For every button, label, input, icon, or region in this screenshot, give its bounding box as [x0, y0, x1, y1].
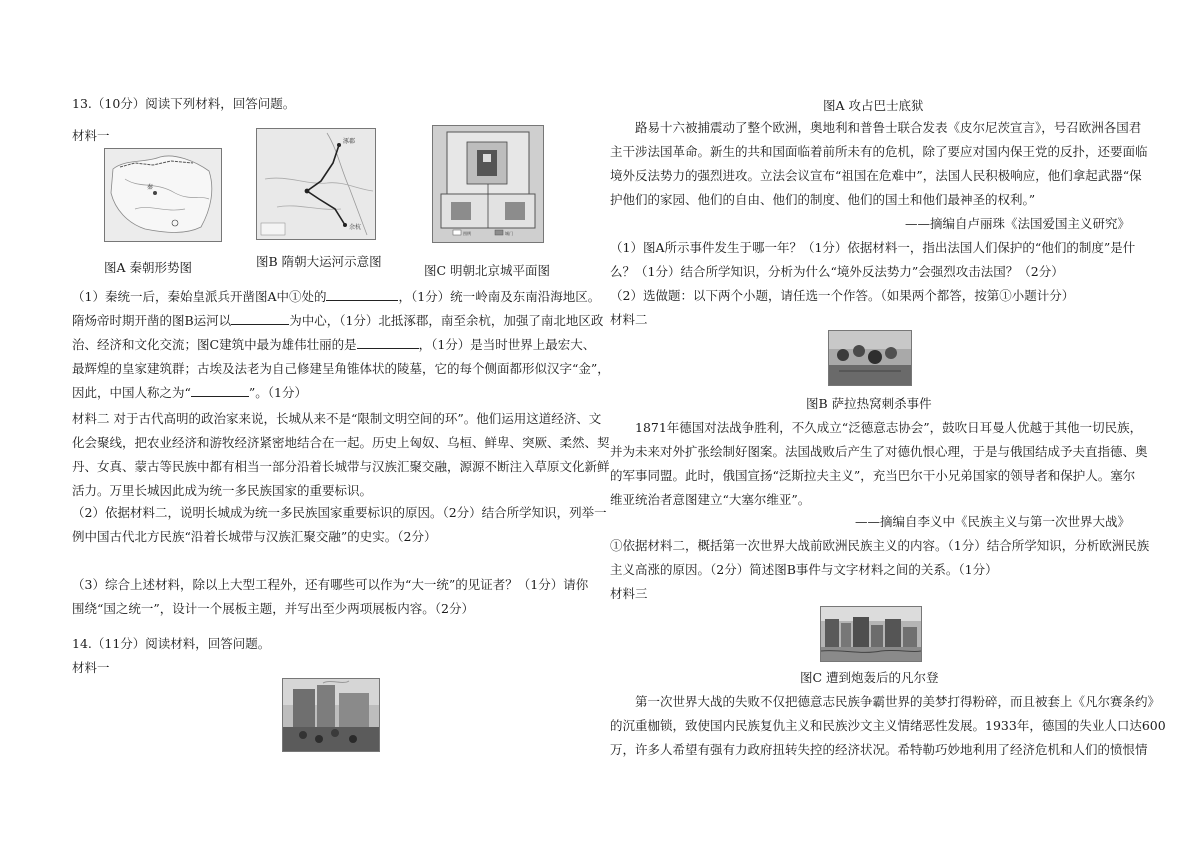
q1-line2: 么？（1分）结合所学知识，分析为什么“境外反法势力”会强烈攻击法国？（2分） [610, 264, 1064, 279]
answer-blank-4[interactable] [191, 383, 249, 397]
q13-title: 13.（10分）阅读下列材料，回答问题。 [72, 96, 296, 111]
verdun-drawing [821, 607, 921, 661]
answer-blank-3[interactable] [357, 335, 419, 349]
material2-line3: 丹、女真、蒙古等民族中都有相当一部分沿着长城带与汉族汇聚交融，源源不断注入草原文化新鲜 [72, 459, 610, 474]
sarajevo-image [828, 330, 912, 386]
fig-a-caption: 图A 秦朝形势图 [104, 260, 193, 275]
sui-map-label-zhuojun: 涿郡 [343, 138, 356, 145]
q13-1-line1: （1）秦统一后，秦始皇派兵开凿图A中①处的 ，（1分）统一岭南及东南沿海地区。 [72, 289, 601, 304]
para3-line2: 的沉重枷锁，致使国内民族复仇主义和民族沙文主义情绪恶性发展。1933年，德国的失业人口达600 [610, 718, 1166, 733]
para1-line2: 主干涉法国革命。新生的共和国面临着前所未有的危机，除了要应对国内保王党的反扑，还要面临 [610, 144, 1148, 159]
qin-map-label: 秦 [147, 184, 154, 191]
source2: ——摘编自李义中《民族主义与第一次世界大战》 [854, 514, 1130, 529]
q13-1-line3: 治、经济和文化交流；图C建筑中最为雄伟壮丽的是 ，（1分）是当时世界上最宏大、 [72, 337, 596, 352]
para3-line1: 第一次世界大战的失败不仅把德意志民族争霸世界的美梦打得粉碎，而且被套上《凡尔赛条约》 [635, 694, 1161, 709]
para3-line3: 万，许多人希望有强有力政府扭转失控的经济状况。希特勒巧妙地利用了经济危机和人们的愤恨情 [610, 742, 1148, 757]
para2-line1: 1871年德国对法战争胜利，不久成立“泛德意志协会”，鼓吹日耳曼人优越于其他一切民族， [635, 420, 1143, 435]
sarajevo-drawing [829, 331, 911, 385]
material2-label: 材料二 [610, 312, 648, 327]
q2-1-line2: 主义高涨的原因。（2分）简述图B事件与文字材料之间的关系。（1分） [610, 562, 998, 577]
right-fig-a-caption: 图A 攻占巴士底狱 [823, 98, 924, 113]
q13-3-line1: （3）综合上述材料，除以上大型工程外，还有哪些可以作为“大一统”的见证者？（1分）请你 [72, 577, 589, 592]
material3-label: 材料三 [610, 586, 648, 601]
sui-canal-map-image [256, 128, 376, 240]
beijing-legend-gate-label: 城门 [505, 231, 513, 236]
para1-line1: 路易十六被捕震动了整个欧洲，奥地利和普鲁士联合发表《皮尔尼茨宣言》，号召欧洲各国君 [635, 120, 1142, 135]
q14-material1-label: 材料一 [72, 660, 110, 675]
bastille-image [282, 678, 380, 752]
fig-c-caption-right: 图C 遭到炮轰后的凡尔登 [800, 670, 939, 685]
bastille-drawing [283, 679, 379, 751]
material1-label: 材料一 [72, 128, 110, 143]
sui-map-label-yuhang: 余杭 [349, 224, 362, 231]
q1-line1: （1）图A所示事件发生于哪一年？（1分）依据材料一，指出法国人们保护的“他们的制度”是什 [610, 240, 1136, 255]
para2-line3: 的军事同盟。此时，俄国宣扬“泛斯拉夫主义”，充当巴尔干小兄弟国家的领导者和保护人。塞尔 [610, 468, 1136, 483]
para2-line2: 并为未来对外扩张绘制好图案。法国战败后产生了对德仇恨心理，于是与俄国结成予夫直指德、奥 [610, 444, 1148, 459]
answer-blank-2[interactable] [231, 311, 289, 325]
q13-3-line2: 围绕“国之统一”，设计一个展板主题，并写出至少两项展板内容。（2分） [72, 601, 474, 616]
para1-line3: 境外反法势力的强烈进攻。立法会议宣布“祖国在危难中”，法国人民积极响应，他们拿起武器“保 [610, 168, 1142, 183]
sui-canal-drawing [257, 129, 375, 239]
beijing-plan-drawing [433, 126, 543, 242]
q13-1-line5: 因此，中国人称之为“ ”。（1分） [72, 385, 307, 400]
beijing-legend-label: 图例 [463, 231, 471, 236]
fig-b-caption: 图B 隋朝大运河示意图 [256, 254, 382, 269]
material2-line4: 活力。万里长城因此成为统一多民族国家的重要标识。 [72, 483, 373, 498]
source1: ——摘编自卢丽珠《法国爱国主义研究》 [904, 216, 1130, 231]
q13-2-line2: 例中国古代北方民族“沿着长城带与汉族汇聚交融”的史实。（2分） [72, 529, 437, 544]
fig-b-caption-right: 图B 萨拉热窝刺杀事件 [806, 396, 932, 411]
answer-blank-1[interactable] [326, 287, 398, 301]
q13-1-line4: 最辉煌的皇家建筑群；古埃及法老为自己修建呈角锥体状的陵墓，它的每个侧面都形似汉字“金”， [72, 361, 610, 376]
q13-2-line1: （2）依据材料二，说明长城成为统一多民族国家重要标识的原因。（2分）结合所学知识，列举一 [72, 505, 607, 520]
q2-1-line1: ①依据材料二，概括第一次世界大战前欧洲民族主义的内容。（1分）结合所学知识，分析欧洲民族 [610, 538, 1150, 553]
verdun-image [820, 606, 922, 662]
q13-1-line2: 隋炀帝时期开凿的图B运河以 为中心，（1分）北抵涿郡，南至余杭，加强了南北地区政 [72, 313, 604, 328]
q2-line1: （2）选做题：以下两个小题，请任选一个作答。（如果两个都答，按第①小题计分） [610, 288, 1075, 303]
material2-line2: 化会聚线，把农业经济和游牧经济紧密地结合在一起。历史上匈奴、乌桓、鲜卑、突厥、柔然、契 [72, 435, 610, 450]
para1-line4: 护他们的家园、他们的自由、他们的制度、他们的国土和他们最神圣的权利。” [610, 192, 1036, 207]
q14-title: 14.（11分）阅读材料，回答问题。 [72, 636, 271, 651]
material2-line1: 材料二 对于古代高明的政治家来说，长城从来不是“限制文明空间的环”。他们运用这道经济、文 [72, 411, 602, 426]
qin-map-image [104, 148, 222, 242]
fig-c-caption: 图C 明朝北京城平面图 [424, 263, 551, 278]
para2-line4: 维亚统治者意图建立“大塞尔维亚”。 [610, 492, 811, 507]
beijing-plan-image [432, 125, 544, 243]
qin-map-drawing [105, 149, 221, 241]
